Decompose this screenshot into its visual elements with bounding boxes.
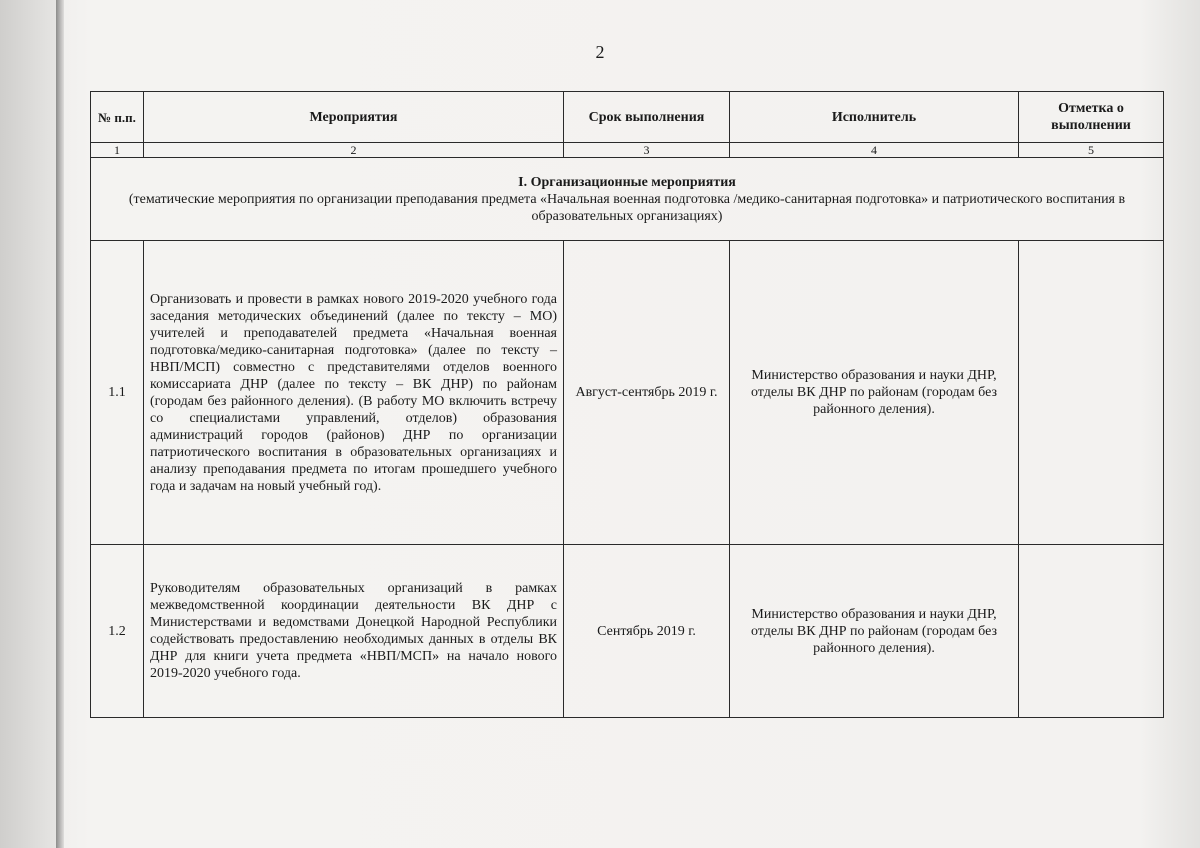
table-row <box>91 545 1164 718</box>
section-title: I. Организационные мероприятия <box>518 174 736 190</box>
row-task: Руководителям образовательных организаций в рамках межведомственной координации деятельности ВК ДНР с Министерствами и ведомствами Донецкой Народной Республики содействовать предоставлению необходимых данных в отделы ВК ДНР для книги учета предмета «НВП/МСП» на начало нового 2019-2020 учебного года. <box>144 545 564 718</box>
row-deadline: Сентябрь 2019 г. <box>564 545 730 718</box>
column-number: 4 <box>730 143 1019 158</box>
table-header-row <box>91 92 1164 143</box>
row-task: Организовать и провести в рамках нового 2019-2020 учебного года заседания методических объединений (далее по тексту – МО) учителей и преподавателей предмета «Начальная военная подготовка/медико-санитарная подготовка» (далее по тексту – НВП/МСП) совместно с представителями отделов военного комиссариата ДНР (далее по тексту – ВК ДНР) по районам (городам без районного деления). (В работу МО включить встречу со специалистами управлений, отделов) образования администраций городов (районов) ДНР по организации патриотического воспитания в образовательных организациях и анализу преподавания предмета по итогам прошедшего учебного года и задачам на новый учебный год). <box>144 241 564 545</box>
section-row <box>91 158 1164 241</box>
column-number-row <box>91 143 1164 158</box>
header-deadline: Срок выполнения <box>564 92 730 143</box>
row-executor: Министерство образования и науки ДНР, отделы ВК ДНР по районам (городам без районного деления). <box>730 241 1019 545</box>
section-cell <box>91 158 1164 241</box>
activities-table <box>90 91 1164 718</box>
page-number: 2 <box>595 42 605 62</box>
header-executor: Исполнитель <box>730 92 1019 143</box>
row-deadline: Август-сентябрь 2019 г. <box>564 241 730 545</box>
column-number: 2 <box>144 143 564 158</box>
row-executor: Министерство образования и науки ДНР, отделы ВК ДНР по районам (городам без районного деления). <box>730 545 1019 718</box>
binding-shadow <box>56 0 64 848</box>
column-number: 5 <box>1019 143 1164 158</box>
column-number: 1 <box>91 143 144 158</box>
table-row <box>91 241 1164 545</box>
section-subtitle: (тематические мероприятия по организации преподавания предмета «Начальная военная подготовка /медико-санитарная подготовка» и патриотического воспитания в образовательных организациях) <box>128 191 1126 224</box>
column-number: 3 <box>564 143 730 158</box>
header-number: № п.п. <box>91 92 144 143</box>
header-events: Мероприятия <box>144 92 564 143</box>
page-gutter <box>0 0 56 848</box>
row-mark <box>1019 545 1164 718</box>
header-completion-mark: Отметка о выполнении <box>1019 92 1164 143</box>
row-number: 1.2 <box>91 545 144 718</box>
row-mark <box>1019 241 1164 545</box>
row-number: 1.1 <box>91 241 144 545</box>
